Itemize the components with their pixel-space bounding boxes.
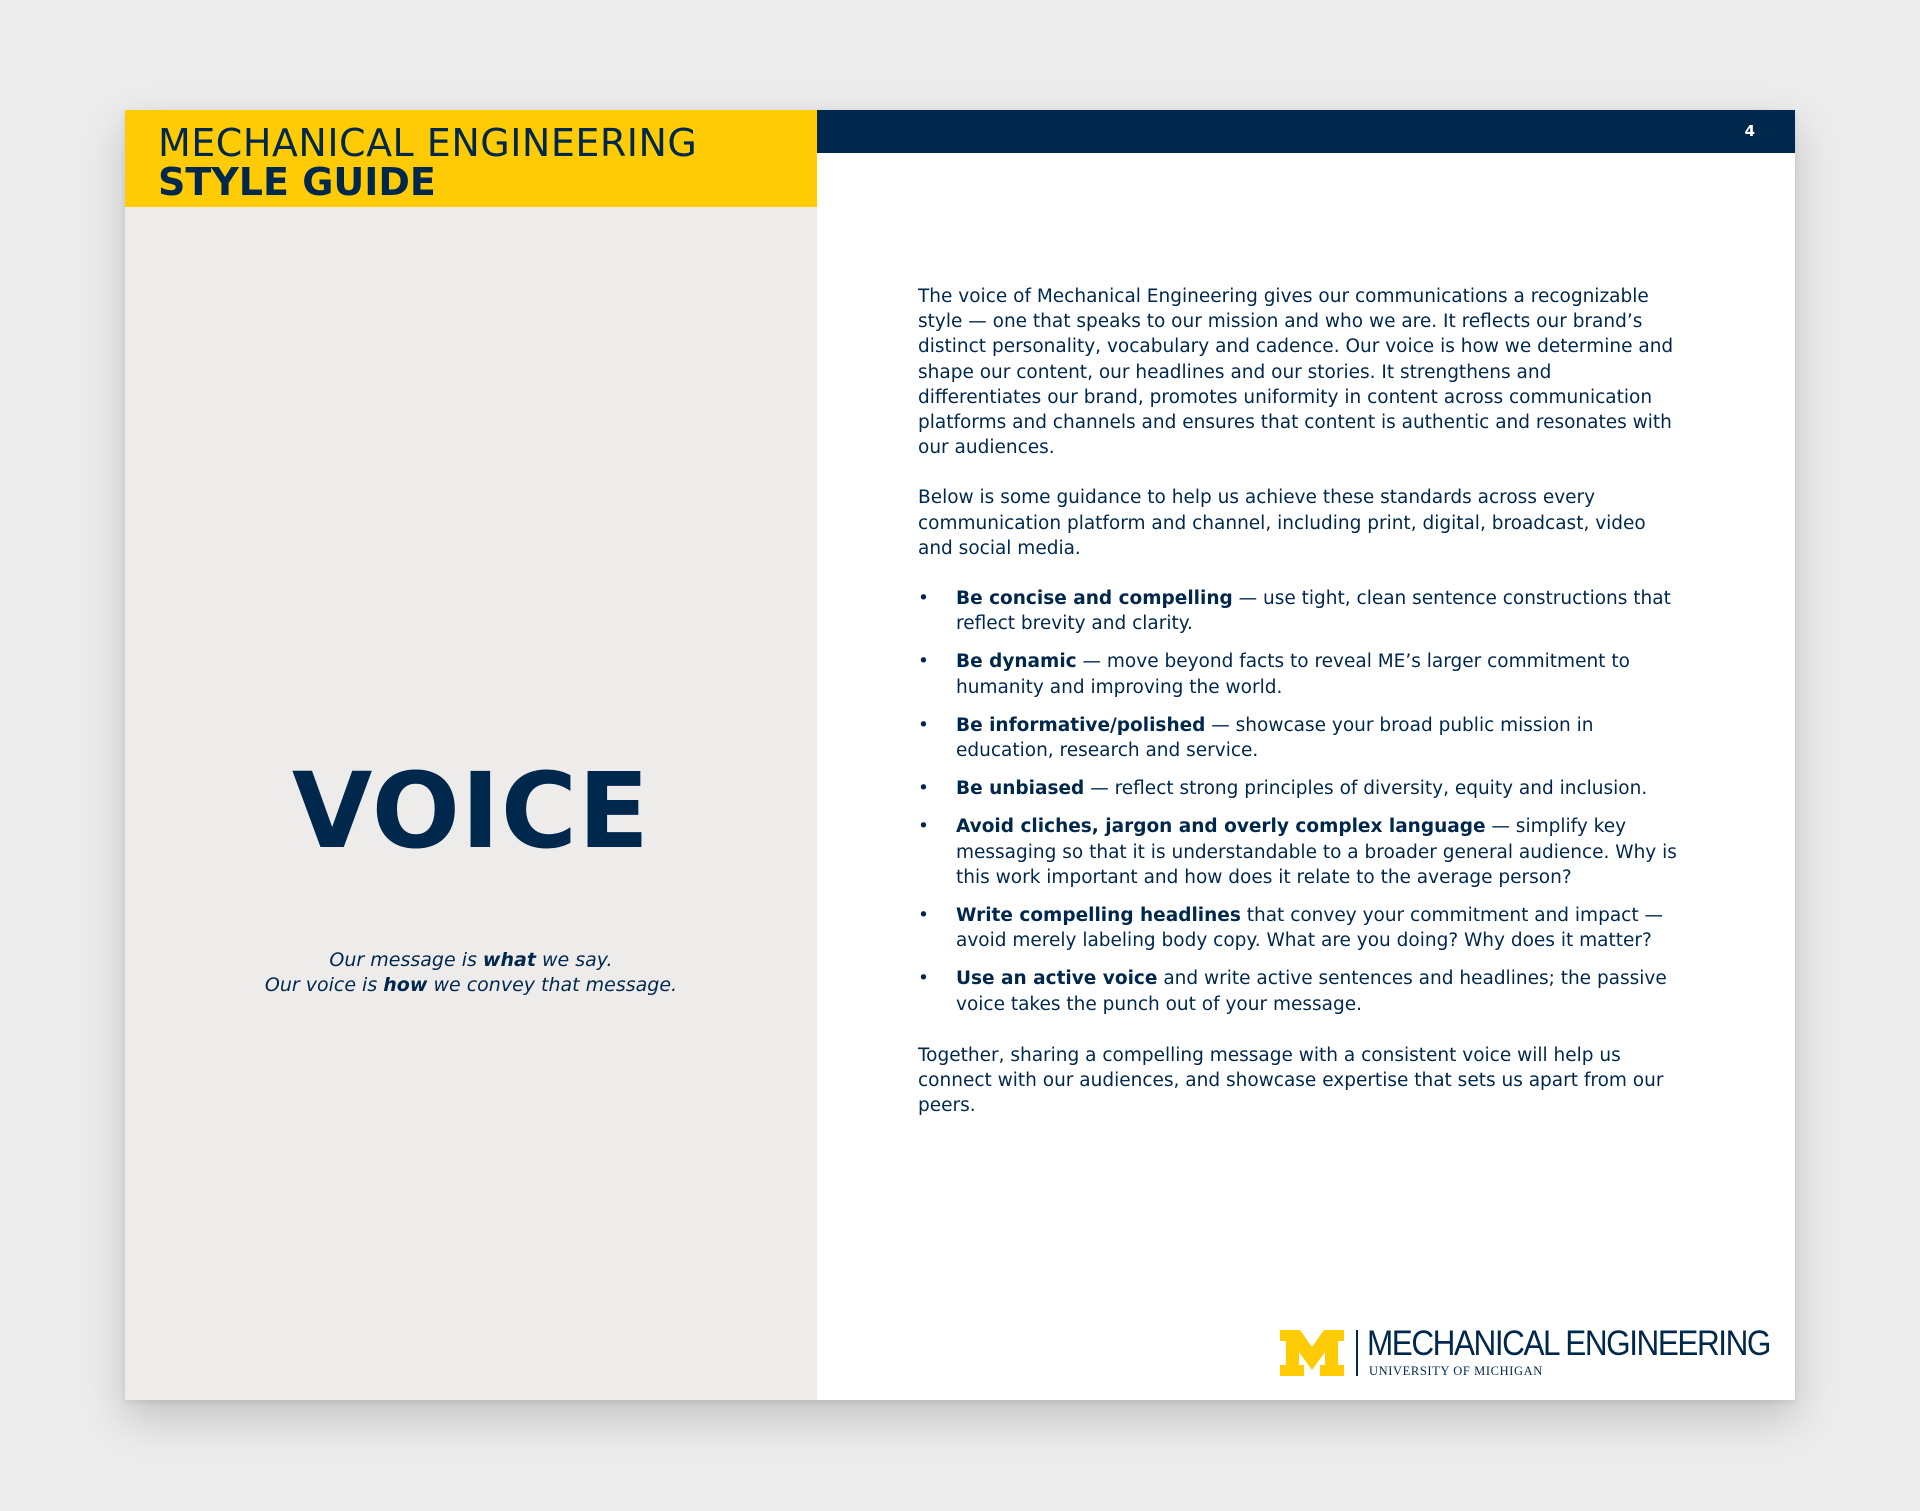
block-m-logo-icon [1280,1330,1344,1376]
bullet-dot: • [918,905,929,927]
list-item [918,649,1678,699]
bullet-dot: • [918,651,929,673]
list-item-text: — reflect strong principles of diversity, equity and inclusion. [1084,778,1648,800]
list-item-heading: Be unbiased [956,778,1085,800]
closing-paragraph: Together, sharing a compelling message with a consistent voice will help us connect with our audiences, and showcase expertise that sets us apart from our peers. [918,1044,1664,1117]
intro-paragraph: The voice of Mechanical Engineering gives our communications a recognizable style — one that speaks to our mission and who we are. It reflects our brand’s distinct personality, vocabulary and cadence. Our voice is how we determine and shape our content, our headlines and our stories. It strengthens and differentiates our brand, promotes uniformity in content across communication platforms and channels and ensures that content is authentic and resonates with our audiences. [918,286,1674,459]
list-item-text: — showcase your broad public mission in education, research and service. [956,714,1594,762]
bullet-dot: • [918,816,929,838]
style-guide-page [125,110,1795,1400]
logo-university: UNIVERSITY OF MICHIGAN [1369,1364,1543,1378]
bullet-dot: • [918,778,929,800]
header-title-line2: STYLE GUIDE [158,160,436,204]
guidance-list [918,586,1678,1017]
body-content [918,284,1678,1143]
list-item-heading: Write compelling headlines [956,905,1241,927]
header-bar [817,110,1795,153]
list-item [918,814,1678,890]
header-title-block [125,110,817,207]
logo-divider [1356,1330,1358,1376]
bullet-dot: • [918,714,929,736]
tagline-line1: Our message is what we say. [329,949,613,971]
list-item-text: and write active sentences and headlines; the passive voice takes the punch out of your message. [956,968,1667,1015]
list-item-heading: Be informative/polished [956,714,1206,736]
tagline-emphasis-how: how [383,974,428,996]
list-item-heading: Use an active voice [956,968,1158,990]
list-item-text: — use tight, clean sentence constructions that reflect brevity and clarity. [956,588,1671,635]
tagline [125,948,817,998]
tagline-line2: Our voice is how we convey that message. [264,974,678,996]
bullet-dot: • [918,968,929,990]
list-item [918,586,1678,636]
list-item [918,966,1678,1016]
tagline-emphasis-what: what [482,949,536,971]
page-number: 4 [1744,122,1755,140]
footer-logo [1280,1324,1780,1380]
header-title-line1: MECHANICAL ENGINEERING [158,121,698,165]
section-title: VOICE [291,750,651,872]
list-item-text: — move beyond facts to reveal ME’s larger commitment to humanity and improving the world. [956,651,1630,698]
bullet-dot: • [918,588,929,610]
guidance-paragraph: Below is some guidance to help us achieve these standards across every communication platform and channel, including print, digital, broadcast, video and social media. [918,487,1646,559]
logo-wordmark: MECHANICAL ENGINEERING [1367,1324,1770,1363]
list-item-text: that convey your commitment and impact — avoid merely labeling body copy. What are you doing? Why does it matter? [956,905,1663,952]
list-item [918,713,1678,763]
list-item-heading: Be concise and compelling [956,588,1233,610]
list-item-text: — simplify key messaging so that it is understandable to a broader general audience. Why is this work important and how does it relate to the average person? [956,816,1677,888]
list-item [918,776,1678,801]
list-item-heading: Be dynamic [956,651,1077,673]
list-item [918,903,1678,953]
list-item-heading: Avoid cliches, jargon and overly complex language [956,816,1486,838]
